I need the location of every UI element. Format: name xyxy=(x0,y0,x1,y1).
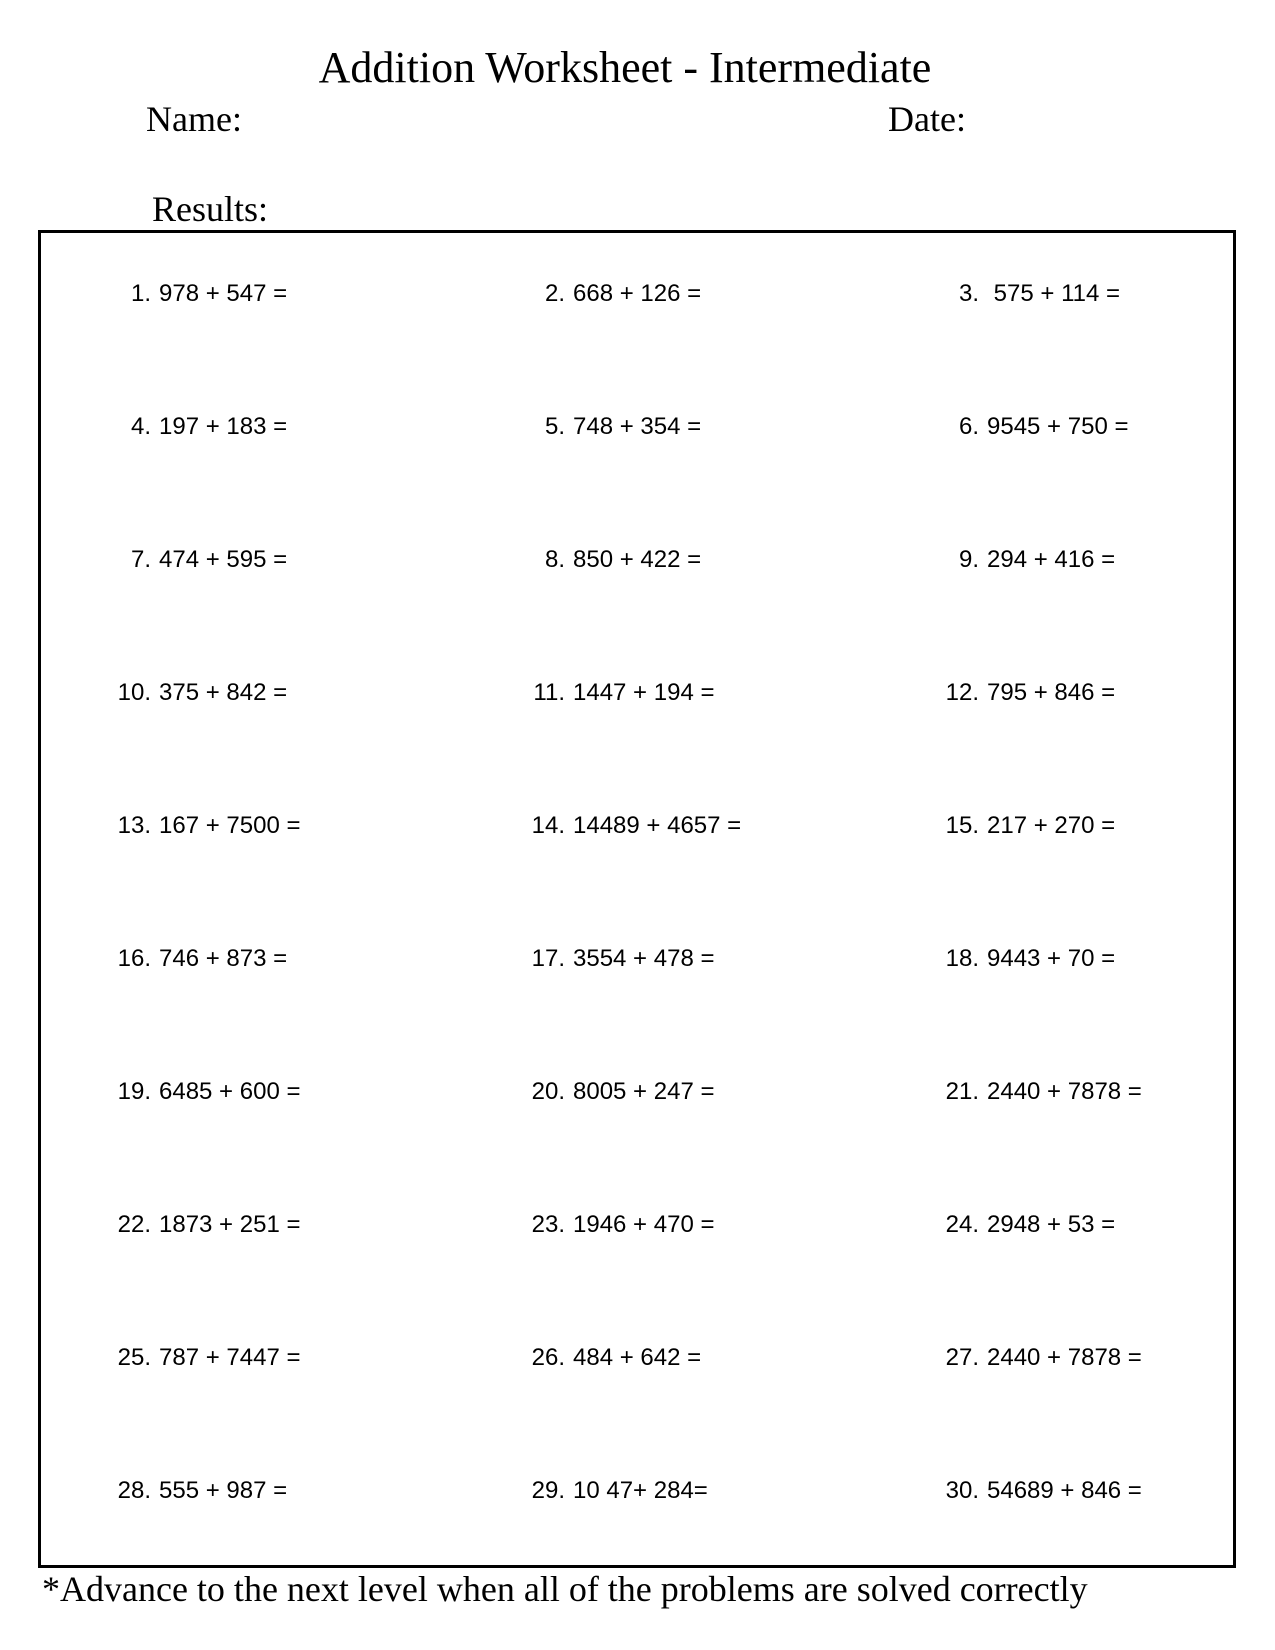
problem-expression: 14489 + 4657 = xyxy=(573,812,742,839)
problem-number: 16. xyxy=(117,945,151,972)
problem-box xyxy=(38,230,1236,1568)
problem-number: 22. xyxy=(117,1211,151,1238)
problem-expression: 555 + 987 = xyxy=(159,1477,288,1504)
problem-item xyxy=(927,676,1115,710)
results-label: Results: xyxy=(152,189,269,229)
problem-expression: 1873 + 251 = xyxy=(159,1211,301,1238)
problem-expression: 217 + 270 = xyxy=(987,812,1116,839)
problem-expression: 2948 + 53 = xyxy=(987,1211,1116,1238)
problem-number: 7. xyxy=(130,546,151,573)
problem-item xyxy=(513,277,701,311)
problem-item xyxy=(99,410,287,444)
problem-number: 1. xyxy=(130,280,151,307)
problem-number: 13. xyxy=(117,812,151,839)
problem-number: 12. xyxy=(945,679,979,706)
problem-number: 18. xyxy=(945,945,979,972)
problem-item xyxy=(99,1474,287,1508)
problem-number: 19. xyxy=(117,1078,151,1105)
problem-expression: 167 + 7500 = xyxy=(159,812,301,839)
problem-expression: 1946 + 470 = xyxy=(573,1211,715,1238)
problem-expression: 2440 + 7878 = xyxy=(987,1078,1142,1105)
problem-number: 11. xyxy=(533,679,565,706)
problem-expression: 3554 + 478 = xyxy=(573,945,715,972)
problem-item xyxy=(99,676,287,710)
problem-expression: 746 + 873 = xyxy=(159,945,288,972)
problem-number: 9. xyxy=(958,546,979,573)
problem-item xyxy=(927,410,1128,444)
problem-expression: 2440 + 7878 = xyxy=(987,1344,1142,1371)
problem-item xyxy=(99,277,287,311)
problem-number: 5. xyxy=(544,413,565,440)
date-label: Date: xyxy=(888,99,966,139)
problem-number: 3. xyxy=(958,280,979,307)
problem-item xyxy=(513,543,701,577)
problem-item xyxy=(513,1075,714,1109)
problem-item xyxy=(513,809,741,843)
problem-number: 23. xyxy=(531,1211,565,1238)
problem-expression: 8005 + 247 = xyxy=(573,1078,715,1105)
worksheet-title: Addition Worksheet - Intermediate xyxy=(318,43,932,92)
problem-item xyxy=(927,809,1115,843)
problem-item xyxy=(99,543,287,577)
problem-number: 4. xyxy=(130,413,151,440)
problem-item xyxy=(99,1208,300,1242)
problem-item xyxy=(513,410,701,444)
problem-expression: 1447 + 194 = xyxy=(573,679,715,706)
problem-item xyxy=(927,1075,1142,1109)
problem-number: 8. xyxy=(544,546,565,573)
problem-expression: 9443 + 70 = xyxy=(987,945,1116,972)
problem-expression: 9545 + 750 = xyxy=(987,413,1129,440)
advance-footnote: *Advance to the next level when all of the problems are solved correctly xyxy=(42,1569,1088,1609)
problem-number: 29. xyxy=(531,1477,565,1504)
problem-expression: 795 + 846 = xyxy=(987,679,1116,706)
problem-number: 27. xyxy=(945,1344,979,1371)
problem-expression: 375 + 842 = xyxy=(159,679,288,706)
problem-number: 6. xyxy=(958,413,979,440)
problem-item xyxy=(99,1075,300,1109)
name-label: Name: xyxy=(146,99,242,139)
problem-item xyxy=(513,1474,708,1508)
problem-expression: 10 47+ 284= xyxy=(573,1477,708,1504)
problem-item xyxy=(927,942,1115,976)
problem-number: 26. xyxy=(531,1344,565,1371)
problem-expression: 978 + 547 = xyxy=(159,280,288,307)
problem-item xyxy=(513,676,714,710)
problem-item xyxy=(927,543,1115,577)
problem-item xyxy=(927,1208,1115,1242)
problem-expression: 54689 + 846 = xyxy=(987,1477,1142,1504)
problem-expression: 575 + 114 = xyxy=(987,280,1121,307)
problem-number: 20. xyxy=(531,1078,565,1105)
problem-number: 17. xyxy=(531,945,565,972)
problem-item xyxy=(513,1208,714,1242)
problem-item xyxy=(99,809,300,843)
problem-item xyxy=(99,1341,300,1375)
problem-item xyxy=(927,1474,1142,1508)
problem-item xyxy=(927,1341,1142,1375)
problem-expression: 6485 + 600 = xyxy=(159,1078,301,1105)
problem-number: 15. xyxy=(945,812,979,839)
problem-expression: 197 + 183 = xyxy=(159,413,288,440)
problem-expression: 668 + 126 = xyxy=(573,280,702,307)
problem-number: 24. xyxy=(945,1211,979,1238)
problem-expression: 748 + 354 = xyxy=(573,413,702,440)
problem-number: 21. xyxy=(945,1078,979,1105)
problem-number: 10. xyxy=(117,679,151,706)
problem-number: 14. xyxy=(531,812,565,839)
problem-expression: 850 + 422 = xyxy=(573,546,702,573)
problem-item xyxy=(99,942,287,976)
problem-item xyxy=(513,942,714,976)
problem-item xyxy=(513,1341,701,1375)
problem-expression: 294 + 416 = xyxy=(987,546,1116,573)
problem-number: 30. xyxy=(945,1477,979,1504)
problem-number: 2. xyxy=(544,280,565,307)
problem-expression: 484 + 642 = xyxy=(573,1344,702,1371)
problem-expression: 474 + 595 = xyxy=(159,546,288,573)
problem-number: 25. xyxy=(117,1344,151,1371)
problem-item xyxy=(927,277,1120,311)
problem-expression: 787 + 7447 = xyxy=(159,1344,301,1371)
problem-number: 28. xyxy=(117,1477,151,1504)
